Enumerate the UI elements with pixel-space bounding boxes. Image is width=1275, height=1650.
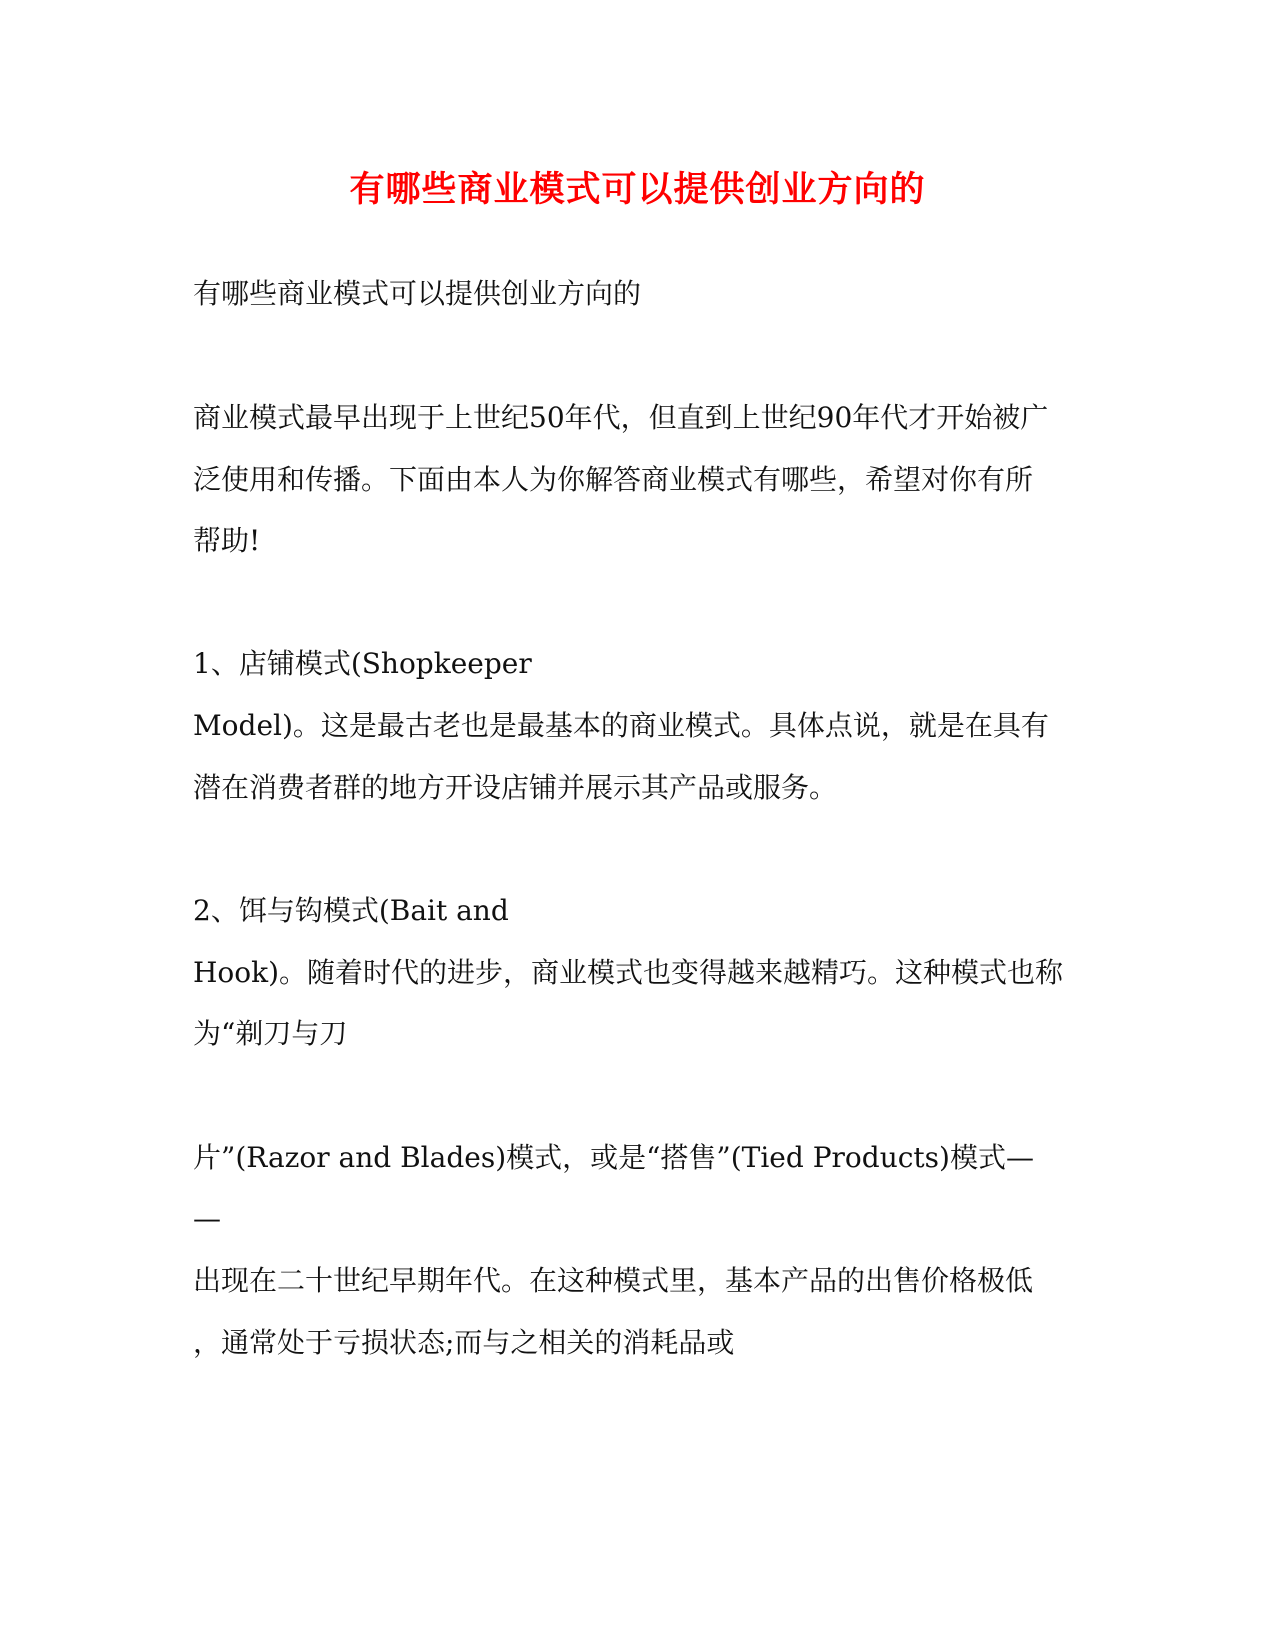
- document-title: 有哪些商业模式可以提供创业方向的: [349, 169, 926, 210]
- paragraph-line: 泛使用和传播。下面由本人为你解答商业模式有哪些，希望对你有所: [193, 463, 1034, 496]
- paragraph-line: 帮助!: [193, 524, 261, 557]
- paragraph-line: —: [193, 1202, 221, 1235]
- paragraph-line: Model)。这是最古老也是最基本的商业模式。具体点说，就是在具有: [193, 709, 1049, 742]
- subtitle-line: 有哪些商业模式可以提供创业方向的: [193, 277, 642, 310]
- paragraph-line: 潜在消费者群的地方开设店铺并展示其产品或服务。: [193, 771, 838, 804]
- paragraph-line: 为“剃刀与刀: [193, 1017, 348, 1050]
- paragraph-line: ，通常处于亏损状态;而与之相关的消耗品或: [193, 1326, 735, 1359]
- paragraph-line: 2、饵与钩模式(Bait and: [193, 894, 509, 927]
- paragraph-line: 1、店铺模式(Shopkeeper: [193, 647, 532, 680]
- paragraph-line: 商业模式最早出现于上世纪50年代，但直到上世纪90年代才开始被广: [193, 401, 1049, 434]
- paragraph-line: Hook)。随着时代的进步，商业模式也变得越来越精巧。这种模式也称: [193, 956, 1064, 989]
- paragraph-line: 出现在二十世纪早期年代。在这种模式里，基本产品的出售价格极低: [193, 1264, 1034, 1297]
- paragraph-line: 片”(Razor and Blades)模式，或是“搭售”(Tied Products)模式—: [193, 1141, 1034, 1174]
